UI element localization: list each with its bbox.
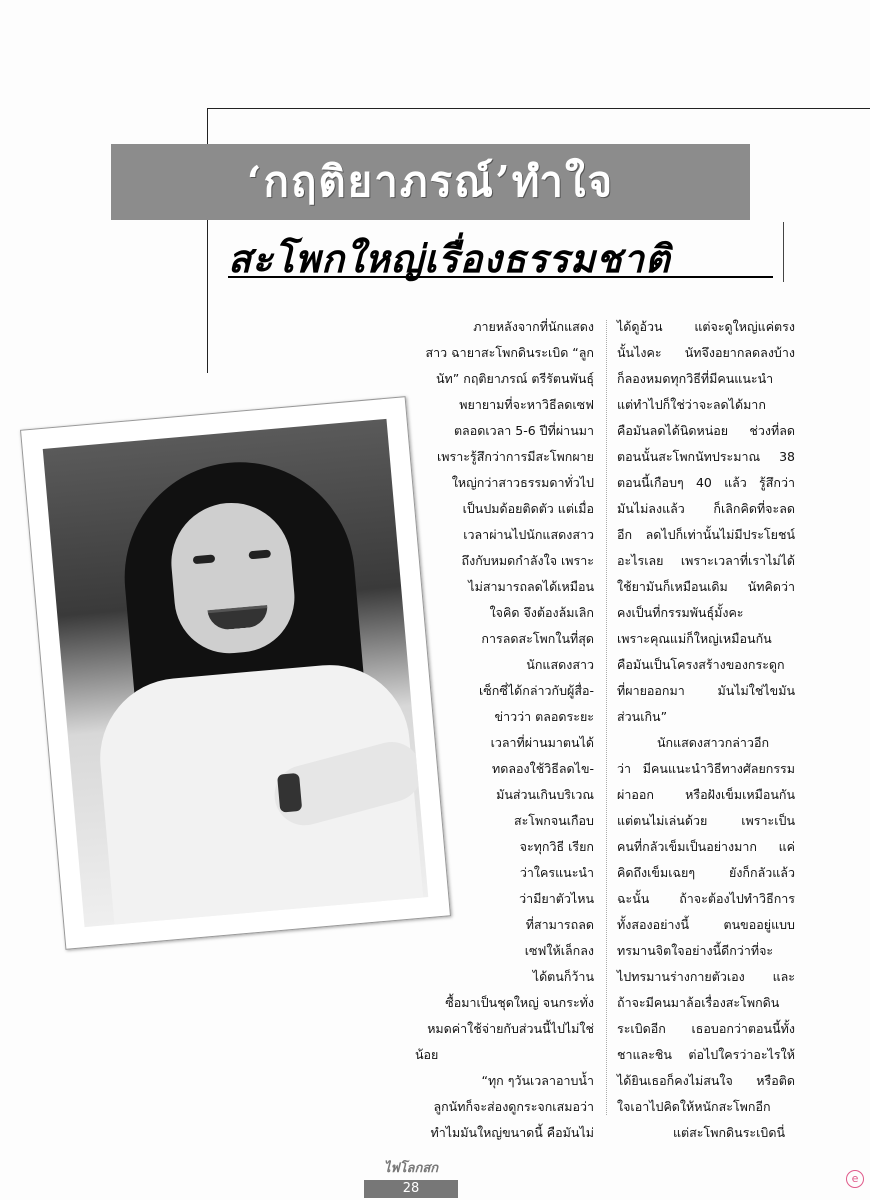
magazine-logo: ไฟโลกสก: [383, 1161, 439, 1176]
text-line: อะไรเลย เพราะเวลาที่เราไม่ได้: [617, 553, 795, 568]
text-line: ทรมานจิตใจอย่างนี้ดีกว่าที่จะ: [617, 943, 774, 958]
text-line: นักแสดงสาว: [526, 657, 594, 672]
text-line: ได้ดูอ้วน แต่จะดูใหญ่แค่ตรง: [617, 319, 795, 334]
text-line: ว่า มีคนแนะนำวิธีทางศัลยกรรม: [617, 761, 795, 776]
text-line: เซ็กซี่ได้กล่าวกับผู้สื่อ-: [479, 683, 594, 698]
text-line: ที่ผายออกมา มันไม่ใช่ไขมัน: [617, 683, 795, 698]
text-line: นั้นไงคะ นัทจึงอยากลดลงบ้าง: [617, 345, 795, 360]
text-line: ไปทรมานร่างกายตัวเอง และ: [617, 969, 795, 984]
text-line: แต่ตนไม่เล่นด้วย เพราะเป็น: [617, 813, 795, 828]
headline-line2: สะโพกใหญ่เรื่องธรรมชาติ: [228, 236, 671, 281]
text-line: ว่ามียาตัวไหน: [519, 891, 594, 906]
page-number: 28: [364, 1180, 458, 1198]
text-line: พยายามที่จะหาวิธีลดเซฟ: [459, 397, 594, 412]
text-line: ไม่สามารถลดได้เหมือน: [468, 579, 594, 594]
text-line: ตอนนั้นสะโพกนัทประมาณ 38: [617, 449, 795, 464]
text-line: ตอนนี้เกือบๆ 40 แล้ว รู้สึกว่า: [617, 475, 795, 490]
text-line: เพราะรู้สึกว่าการมีสะโพกผาย: [437, 449, 594, 464]
text-line: ภายหลังจากที่นักแสดง: [473, 319, 594, 334]
text-line: นักแสดงสาวกล่าวอีก: [657, 735, 770, 750]
text-line: ใจคิด จึงต้องล้มเลิก: [489, 605, 594, 620]
text-line: ระเบิดอีก เธอบอกว่าตอนนี้ทั้ง: [617, 1021, 795, 1036]
frame-top-line: [207, 108, 870, 109]
title-bar: [111, 144, 750, 220]
text-line: มันส่วนเกินบริเวณ: [496, 787, 594, 802]
article-column-2: [617, 314, 795, 1146]
headline-line1: ‘กฤติยาภรณ์’ทำใจ: [246, 157, 615, 206]
text-line: ส่วนเกิน”: [617, 709, 668, 724]
circle-e-icon: e: [846, 1170, 864, 1188]
text-line: ก็ลองหมดทุกวิธีที่มีคนแนะนำ: [617, 371, 774, 386]
text-line: ทั้งสองอย่างนี้ ตนขออยู่แบบ: [617, 917, 795, 932]
text-line: ทำไมมันใหญ่ขนาดนี้ คือมันไม่: [430, 1125, 594, 1140]
text-line: อีก ลดไปก็เท่านั้นไม่มีประโยชน์: [617, 527, 795, 542]
text-line: ทดลองใช้วิธีลดไข-: [492, 761, 594, 776]
frame-right-line: [783, 222, 784, 282]
text-line: เป็นปมด้อยติดตัว แต่เมื่อ: [462, 501, 594, 516]
text-line: มันไม่ลงแล้ว ก็เลิกคิดที่จะลด: [617, 501, 795, 516]
text-line: คงเป็นที่กรรมพันธุ์มั้งคะ: [617, 605, 744, 620]
text-line: ถ้าจะมีคนมาล้อเรื่องสะโพกดิน: [617, 995, 780, 1010]
text-line: จะทุกวิธี เรียก: [519, 839, 594, 854]
text-line: ว่าใครแนะนำ: [519, 865, 594, 880]
headline-underline: [228, 276, 773, 278]
text-line: เซฟให้เล็กลง: [524, 943, 594, 958]
article-column-1: [300, 314, 594, 1146]
text-line: คือมันลดได้นิดหน่อย ช่วงที่ลด: [617, 423, 795, 438]
text-line: ชาและชิน ต่อไปใครว่าอะไรให้: [617, 1047, 795, 1062]
text-line: ที่สามารถลด: [525, 917, 594, 932]
text-line: ตลอดเวลา 5-6 ปีที่ผ่านมา: [453, 423, 594, 438]
photo-watch: [277, 773, 302, 813]
text-line: หมดค่าใช้จ่ายกับส่วนนี้ไปไม่ใช่: [427, 1021, 594, 1036]
text-line: เวลาผ่านไปนักแสดงสาว: [463, 527, 594, 542]
text-line: ได้ตนก็ว้าน: [532, 969, 594, 984]
text-line: ซื้อมาเป็นชุดใหญ่ จนกระทั่ง: [445, 995, 594, 1010]
text-line: ถึงกับหมดกำลังใจ เพราะ: [461, 553, 594, 568]
text-line: ใจเอาไปคิดให้หนักสะโพกอีก: [617, 1099, 771, 1114]
text-line: คิดถึงเข็มเฉยๆ ยังก็กลัวแล้ว: [617, 865, 795, 880]
text-line: สาว ฉายาสะโพกดินระเบิด “ลูก: [425, 345, 594, 360]
text-line: ฉะนั้น ถ้าจะต้องไปทำวิธีการ: [617, 891, 795, 906]
text-line: เวลาที่ผ่านมาตนได้: [490, 735, 594, 750]
text-line: คนที่กลัวเข็มเป็นอย่างมาก แค่: [617, 839, 795, 854]
text-line: ใช้ยามันก็เหมือนเดิม นัทคิดว่า: [617, 579, 795, 594]
column-divider: [606, 320, 607, 1115]
text-line: ข่าวว่า ตลอดระยะ: [494, 709, 594, 724]
text-line: แต่ทำไปก็ใช่ว่าจะลดได้มาก: [617, 397, 766, 412]
text-line: ได้ยินเธอก็คงไม่สนใจ หรือติด: [617, 1073, 795, 1088]
text-line: นัท” กฤติยาภรณ์ ตรีรัตนพันธุ์: [436, 371, 594, 386]
text-line: น้อย: [415, 1047, 439, 1062]
text-line: แต่สะโพกดินระเบิดนี่: [673, 1125, 785, 1140]
text-line: เพราะคุณแม่ก็ใหญ่เหมือนกัน: [617, 631, 772, 646]
text-line: สะโพกจนเกือบ: [513, 813, 594, 828]
text-line: ลูกนัทก็จะส่องดูกระจกเสมอว่า: [433, 1099, 594, 1114]
text-line: ผ่าออก หรือฝังเข็มเหมือนกัน: [617, 787, 795, 802]
text-line: การลดสะโพกในที่สุด: [481, 631, 594, 646]
text-line: ใหญ่กว่าสาวธรรมดาทั่วไป: [451, 475, 594, 490]
text-line: คือมันเป็นโครงสร้างของกระดูก: [617, 657, 785, 672]
text-line: “ทุก ๆวันเวลาอาบน้ำ: [481, 1073, 594, 1088]
